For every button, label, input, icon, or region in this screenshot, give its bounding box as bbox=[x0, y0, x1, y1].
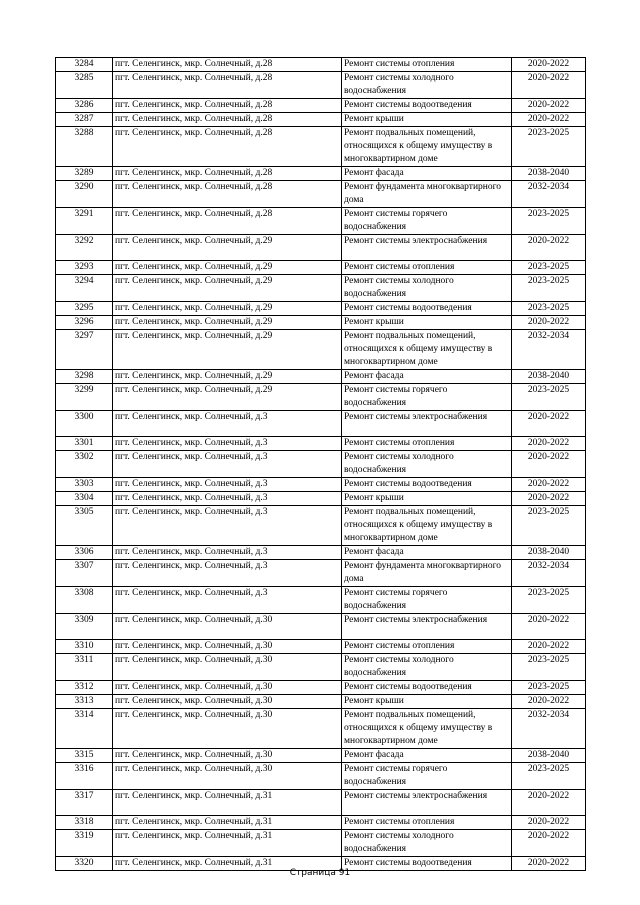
address-cell: пгт. Селенгинск, мкр. Солнечный, д.29 bbox=[113, 384, 342, 411]
period-cell: 2032-2034 bbox=[512, 709, 586, 749]
period-cell: 2032-2034 bbox=[512, 560, 586, 587]
address-cell: пгт. Селенгинск, мкр. Солнечный, д.30 bbox=[113, 749, 342, 763]
table-row bbox=[56, 695, 586, 709]
row-number-cell: 3304 bbox=[56, 492, 113, 506]
table-row bbox=[56, 492, 586, 506]
table-row bbox=[56, 99, 586, 113]
table-row bbox=[56, 546, 586, 560]
address-cell: пгт. Селенгинск, мкр. Солнечный, д.29 bbox=[113, 370, 342, 384]
address-cell: пгт. Селенгинск, мкр. Солнечный, д.29 bbox=[113, 261, 342, 275]
table-row bbox=[56, 208, 586, 235]
work-type-cell: Ремонт системы водоотведения bbox=[342, 99, 512, 113]
work-type-cell: Ремонт системы водоотведения bbox=[342, 302, 512, 316]
work-type-cell: Ремонт системы горячего водоснабжения bbox=[342, 208, 512, 235]
page-number-label: Страница 91 bbox=[289, 868, 351, 878]
work-type-cell: Ремонт системы отопления bbox=[342, 58, 512, 72]
period-cell: 2020-2022 bbox=[512, 830, 586, 857]
work-type-cell: Ремонт системы отопления bbox=[342, 261, 512, 275]
period-cell: 2023-2025 bbox=[512, 208, 586, 235]
row-number-cell: 3290 bbox=[56, 181, 113, 208]
work-type-cell: Ремонт системы холодного водоснабжения bbox=[342, 654, 512, 681]
row-number-cell: 3295 bbox=[56, 302, 113, 316]
table-row bbox=[56, 830, 586, 857]
address-cell: пгт. Селенгинск, мкр. Солнечный, д.30 bbox=[113, 763, 342, 790]
address-cell: пгт. Селенгинск, мкр. Солнечный, д.3 bbox=[113, 560, 342, 587]
address-cell: пгт. Селенгинск, мкр. Солнечный, д.30 bbox=[113, 614, 342, 640]
row-number-cell: 3313 bbox=[56, 695, 113, 709]
address-cell: пгт. Селенгинск, мкр. Солнечный, д.31 bbox=[113, 790, 342, 816]
row-number-cell: 3311 bbox=[56, 654, 113, 681]
work-type-cell: Ремонт подвальных помещений, относящихся к общему имуществу в многоквартирном доме bbox=[342, 506, 512, 546]
address-cell: пгт. Селенгинск, мкр. Солнечный, д.30 bbox=[113, 640, 342, 654]
row-number-cell: 3287 bbox=[56, 113, 113, 127]
table-row bbox=[56, 437, 586, 451]
row-number-cell: 3314 bbox=[56, 709, 113, 749]
row-number-cell: 3297 bbox=[56, 330, 113, 370]
row-number-cell: 3285 bbox=[56, 72, 113, 99]
period-cell: 2038-2040 bbox=[512, 546, 586, 560]
period-cell: 2020-2022 bbox=[512, 816, 586, 830]
table-row bbox=[56, 506, 586, 546]
address-cell: пгт. Селенгинск, мкр. Солнечный, д.28 bbox=[113, 167, 342, 181]
work-type-cell: Ремонт фасада bbox=[342, 749, 512, 763]
row-number-cell: 3309 bbox=[56, 614, 113, 640]
table-row bbox=[56, 275, 586, 302]
work-type-cell: Ремонт крыши bbox=[342, 113, 512, 127]
period-cell: 2023-2025 bbox=[512, 506, 586, 546]
work-type-cell: Ремонт системы холодного водоснабжения bbox=[342, 830, 512, 857]
address-cell: пгт. Селенгинск, мкр. Солнечный, д.29 bbox=[113, 316, 342, 330]
work-type-cell: Ремонт фундамента многоквартирного дома bbox=[342, 181, 512, 208]
row-number-cell: 3320 bbox=[56, 857, 113, 871]
table-row bbox=[56, 478, 586, 492]
work-type-cell: Ремонт фундамента многоквартирного дома bbox=[342, 560, 512, 587]
work-type-cell: Ремонт крыши bbox=[342, 695, 512, 709]
row-number-cell: 3292 bbox=[56, 235, 113, 261]
table-row bbox=[56, 560, 586, 587]
table-row bbox=[56, 654, 586, 681]
address-cell: пгт. Селенгинск, мкр. Солнечный, д.31 bbox=[113, 830, 342, 857]
period-cell: 2038-2040 bbox=[512, 749, 586, 763]
row-number-cell: 3299 bbox=[56, 384, 113, 411]
address-cell: пгт. Селенгинск, мкр. Солнечный, д.29 bbox=[113, 275, 342, 302]
work-type-cell: Ремонт системы холодного водоснабжения bbox=[342, 72, 512, 99]
address-cell: пгт. Селенгинск, мкр. Солнечный, д.3 bbox=[113, 411, 342, 437]
table-row bbox=[56, 681, 586, 695]
row-number-cell: 3312 bbox=[56, 681, 113, 695]
table-row bbox=[56, 261, 586, 275]
work-type-cell: Ремонт системы электроснабжения bbox=[342, 790, 512, 816]
table-row bbox=[56, 749, 586, 763]
work-type-cell: Ремонт системы холодного водоснабжения bbox=[342, 275, 512, 302]
period-cell: 2023-2025 bbox=[512, 763, 586, 790]
period-cell: 2020-2022 bbox=[512, 451, 586, 478]
period-cell: 2023-2025 bbox=[512, 275, 586, 302]
table-row bbox=[56, 816, 586, 830]
address-cell: пгт. Селенгинск, мкр. Солнечный, д.30 bbox=[113, 709, 342, 749]
address-cell: пгт. Селенгинск, мкр. Солнечный, д.3 bbox=[113, 478, 342, 492]
table-row bbox=[56, 113, 586, 127]
row-number-cell: 3316 bbox=[56, 763, 113, 790]
address-cell: пгт. Селенгинск, мкр. Солнечный, д.30 bbox=[113, 681, 342, 695]
table-row bbox=[56, 709, 586, 749]
row-number-cell: 3319 bbox=[56, 830, 113, 857]
period-cell: 2023-2025 bbox=[512, 681, 586, 695]
period-cell: 2020-2022 bbox=[512, 316, 586, 330]
table-row bbox=[56, 370, 586, 384]
address-cell: пгт. Селенгинск, мкр. Солнечный, д.28 bbox=[113, 181, 342, 208]
period-cell: 2023-2025 bbox=[512, 384, 586, 411]
address-cell: пгт. Селенгинск, мкр. Солнечный, д.28 bbox=[113, 127, 342, 167]
work-type-cell: Ремонт подвальных помещений, относящихся к общему имуществу в многоквартирном доме bbox=[342, 127, 512, 167]
row-number-cell: 3286 bbox=[56, 99, 113, 113]
table-row bbox=[56, 167, 586, 181]
address-cell: пгт. Селенгинск, мкр. Солнечный, д.29 bbox=[113, 235, 342, 261]
table-row bbox=[56, 127, 586, 167]
row-number-cell: 3306 bbox=[56, 546, 113, 560]
row-number-cell: 3291 bbox=[56, 208, 113, 235]
period-cell: 2020-2022 bbox=[512, 99, 586, 113]
table-body bbox=[56, 58, 586, 871]
address-cell: пгт. Селенгинск, мкр. Солнечный, д.3 bbox=[113, 451, 342, 478]
period-cell: 2020-2022 bbox=[512, 113, 586, 127]
row-number-cell: 3318 bbox=[56, 816, 113, 830]
work-type-cell: Ремонт фасада bbox=[342, 546, 512, 560]
address-cell: пгт. Селенгинск, мкр. Солнечный, д.28 bbox=[113, 113, 342, 127]
period-cell: 2038-2040 bbox=[512, 370, 586, 384]
period-cell: 2023-2025 bbox=[512, 127, 586, 167]
work-type-cell: Ремонт системы отопления bbox=[342, 816, 512, 830]
period-cell: 2020-2022 bbox=[512, 478, 586, 492]
period-cell: 2023-2025 bbox=[512, 302, 586, 316]
address-cell: пгт. Селенгинск, мкр. Солнечный, д.31 bbox=[113, 816, 342, 830]
address-cell: пгт. Селенгинск, мкр. Солнечный, д.3 bbox=[113, 506, 342, 546]
row-number-cell: 3294 bbox=[56, 275, 113, 302]
work-type-cell: Ремонт крыши bbox=[342, 492, 512, 506]
address-cell: пгт. Селенгинск, мкр. Солнечный, д.29 bbox=[113, 330, 342, 370]
work-type-cell: Ремонт системы холодного водоснабжения bbox=[342, 451, 512, 478]
table-row bbox=[56, 330, 586, 370]
period-cell: 2020-2022 bbox=[512, 72, 586, 99]
period-cell: 2023-2025 bbox=[512, 261, 586, 275]
table-row bbox=[56, 790, 586, 816]
work-type-cell: Ремонт системы водоотведения bbox=[342, 478, 512, 492]
row-number-cell: 3302 bbox=[56, 451, 113, 478]
work-type-cell: Ремонт подвальных помещений, относящихся к общему имуществу в многоквартирном доме bbox=[342, 330, 512, 370]
row-number-cell: 3308 bbox=[56, 587, 113, 614]
work-type-cell: Ремонт системы отопления bbox=[342, 640, 512, 654]
row-number-cell: 3293 bbox=[56, 261, 113, 275]
period-cell: 2020-2022 bbox=[512, 857, 586, 871]
row-number-cell: 3307 bbox=[56, 560, 113, 587]
table-row bbox=[56, 411, 586, 437]
period-cell: 2023-2025 bbox=[512, 654, 586, 681]
address-cell: пгт. Селенгинск, мкр. Солнечный, д.3 bbox=[113, 587, 342, 614]
table-row bbox=[56, 72, 586, 99]
period-cell: 2020-2022 bbox=[512, 411, 586, 437]
work-type-cell: Ремонт системы водоотведения bbox=[342, 681, 512, 695]
address-cell: пгт. Селенгинск, мкр. Солнечный, д.28 bbox=[113, 58, 342, 72]
period-cell: 2032-2034 bbox=[512, 181, 586, 208]
period-cell: 2020-2022 bbox=[512, 695, 586, 709]
table-row bbox=[56, 384, 586, 411]
row-number-cell: 3288 bbox=[56, 127, 113, 167]
address-cell: пгт. Селенгинск, мкр. Солнечный, д.3 bbox=[113, 492, 342, 506]
table-row bbox=[56, 763, 586, 790]
address-cell: пгт. Селенгинск, мкр. Солнечный, д.30 bbox=[113, 654, 342, 681]
table-row bbox=[56, 235, 586, 261]
row-number-cell: 3298 bbox=[56, 370, 113, 384]
address-cell: пгт. Селенгинск, мкр. Солнечный, д.3 bbox=[113, 546, 342, 560]
table-row bbox=[56, 58, 586, 72]
row-number-cell: 3305 bbox=[56, 506, 113, 546]
table-row bbox=[56, 614, 586, 640]
period-cell: 2020-2022 bbox=[512, 235, 586, 261]
period-cell: 2038-2040 bbox=[512, 167, 586, 181]
row-number-cell: 3317 bbox=[56, 790, 113, 816]
repair-schedule-table bbox=[55, 57, 586, 871]
work-type-cell: Ремонт системы электроснабжения bbox=[342, 614, 512, 640]
work-type-cell: Ремонт системы горячего водоснабжения bbox=[342, 763, 512, 790]
address-cell: пгт. Селенгинск, мкр. Солнечный, д.29 bbox=[113, 302, 342, 316]
row-number-cell: 3300 bbox=[56, 411, 113, 437]
address-cell: пгт. Селенгинск, мкр. Солнечный, д.28 bbox=[113, 208, 342, 235]
row-number-cell: 3289 bbox=[56, 167, 113, 181]
period-cell: 2020-2022 bbox=[512, 437, 586, 451]
table-row bbox=[56, 181, 586, 208]
work-type-cell: Ремонт системы горячего водоснабжения bbox=[342, 384, 512, 411]
work-type-cell: Ремонт системы отопления bbox=[342, 437, 512, 451]
table-row bbox=[56, 316, 586, 330]
period-cell: 2020-2022 bbox=[512, 492, 586, 506]
row-number-cell: 3301 bbox=[56, 437, 113, 451]
period-cell: 2032-2034 bbox=[512, 330, 586, 370]
table-row bbox=[56, 587, 586, 614]
address-cell: пгт. Селенгинск, мкр. Солнечный, д.28 bbox=[113, 72, 342, 99]
work-type-cell: Ремонт крыши bbox=[342, 316, 512, 330]
row-number-cell: 3310 bbox=[56, 640, 113, 654]
row-number-cell: 3296 bbox=[56, 316, 113, 330]
period-cell: 2020-2022 bbox=[512, 58, 586, 72]
work-type-cell: Ремонт подвальных помещений, относящихся к общему имуществу в многоквартирном доме bbox=[342, 709, 512, 749]
address-cell: пгт. Селенгинск, мкр. Солнечный, д.31 bbox=[113, 857, 342, 871]
table-row bbox=[56, 302, 586, 316]
period-cell: 2020-2022 bbox=[512, 614, 586, 640]
period-cell: 2020-2022 bbox=[512, 790, 586, 816]
page-footer bbox=[0, 868, 640, 878]
work-type-cell: Ремонт фасада bbox=[342, 167, 512, 181]
address-cell: пгт. Селенгинск, мкр. Солнечный, д.30 bbox=[113, 695, 342, 709]
work-type-cell: Ремонт системы водоотведения bbox=[342, 857, 512, 871]
work-type-cell: Ремонт фасада bbox=[342, 370, 512, 384]
table-row bbox=[56, 451, 586, 478]
row-number-cell: 3315 bbox=[56, 749, 113, 763]
table-row bbox=[56, 640, 586, 654]
period-cell: 2023-2025 bbox=[512, 587, 586, 614]
row-number-cell: 3284 bbox=[56, 58, 113, 72]
row-number-cell: 3303 bbox=[56, 478, 113, 492]
work-type-cell: Ремонт системы горячего водоснабжения bbox=[342, 587, 512, 614]
address-cell: пгт. Селенгинск, мкр. Солнечный, д.3 bbox=[113, 437, 342, 451]
address-cell: пгт. Селенгинск, мкр. Солнечный, д.28 bbox=[113, 99, 342, 113]
work-type-cell: Ремонт системы электроснабжения bbox=[342, 235, 512, 261]
period-cell: 2020-2022 bbox=[512, 640, 586, 654]
work-type-cell: Ремонт системы электроснабжения bbox=[342, 411, 512, 437]
